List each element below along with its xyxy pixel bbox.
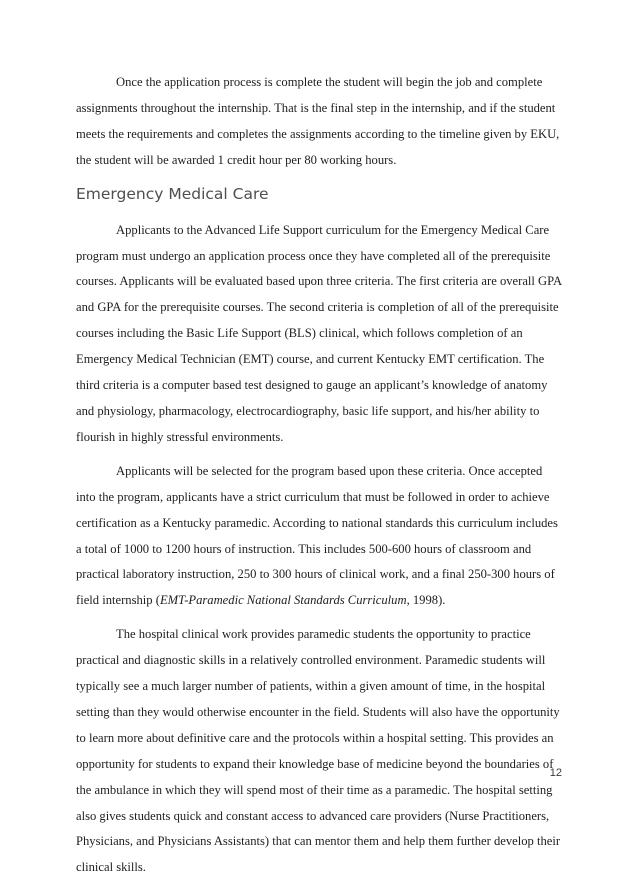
paragraph-hospital-clinical: The hospital clinical work provides paramedic students the opportunity to practice practical and diagnostic skills in a relatively controlled environment. Paramedic students will typically see a much larger number of patients, within a given amount of time, in the hospital setting than they would otherwise encounter in the field. Students will also have the opportunity to learn more about definitive care and the protocols within a hospital setting. This provides an opportunity for students to expand their knowledge base of medicine beyond the boundaries of the ambulance in which they will spend most of their time as a paramedic. The hospital setting also gives students quick and constant access to advanced care providers (Nurse Practitioners, Physicians, and Physicians Assistants) that can mentor them and help them further develop their clinical skills. xyxy=(76,627,561,875)
citation-title: EMT-Paramedic National Standards Curriculum xyxy=(159,593,407,608)
intro-paragraph: Once the application process is complete the student will begin the job and complete assignments throughout the internship. That is the final step in the internship, and if the student meets the requirements and completes the assignments according to the timeline given by EKU, the student will be awarded 1 credit hour per 80 working hours. xyxy=(76,75,560,167)
page-number: 12 xyxy=(549,767,562,779)
citation-end: , 1998). xyxy=(406,593,446,608)
section-heading: Emergency Medical Care xyxy=(76,184,269,203)
paragraph-curriculum xyxy=(76,459,562,614)
curriculum-text: Applicants will be selected for the program based upon these criteria. Once accepted into the program, applicants have a strict curriculum that must be followed in order to achieve certification as a Kentucky paramedic. According to national standards this curriculum includes a total of 1000 to 1200 hours of instruction. This includes 500-600 hours of classroom and practical laboratory instruction, 250 to 300 hours of clinical work, and a final 250-300 hours of field internship ( xyxy=(76,463,558,608)
paragraph-als-application: Applicants to the Advanced Life Support curriculum for the Emergency Medical Care program must undergo an application process once they have completed all of the prerequisite courses. Applicants will be evaluated based upon three criteria. The first criteria are overall GPA and GPA for the prerequisite courses. The second criteria is completion of all of the prerequisite courses including the Basic Life Support (BLS) clinical, which follows completion of an Emergency Medical Technician (EMT) course, and current Kentucky EMT certification. The third criteria is a computer based test designed to gauge an applicant’s knowledge of anatomy and physiology, pharmacology, electrocardiography, basic life support, and his/her ability to flourish in highly stressful environments. xyxy=(76,222,562,444)
